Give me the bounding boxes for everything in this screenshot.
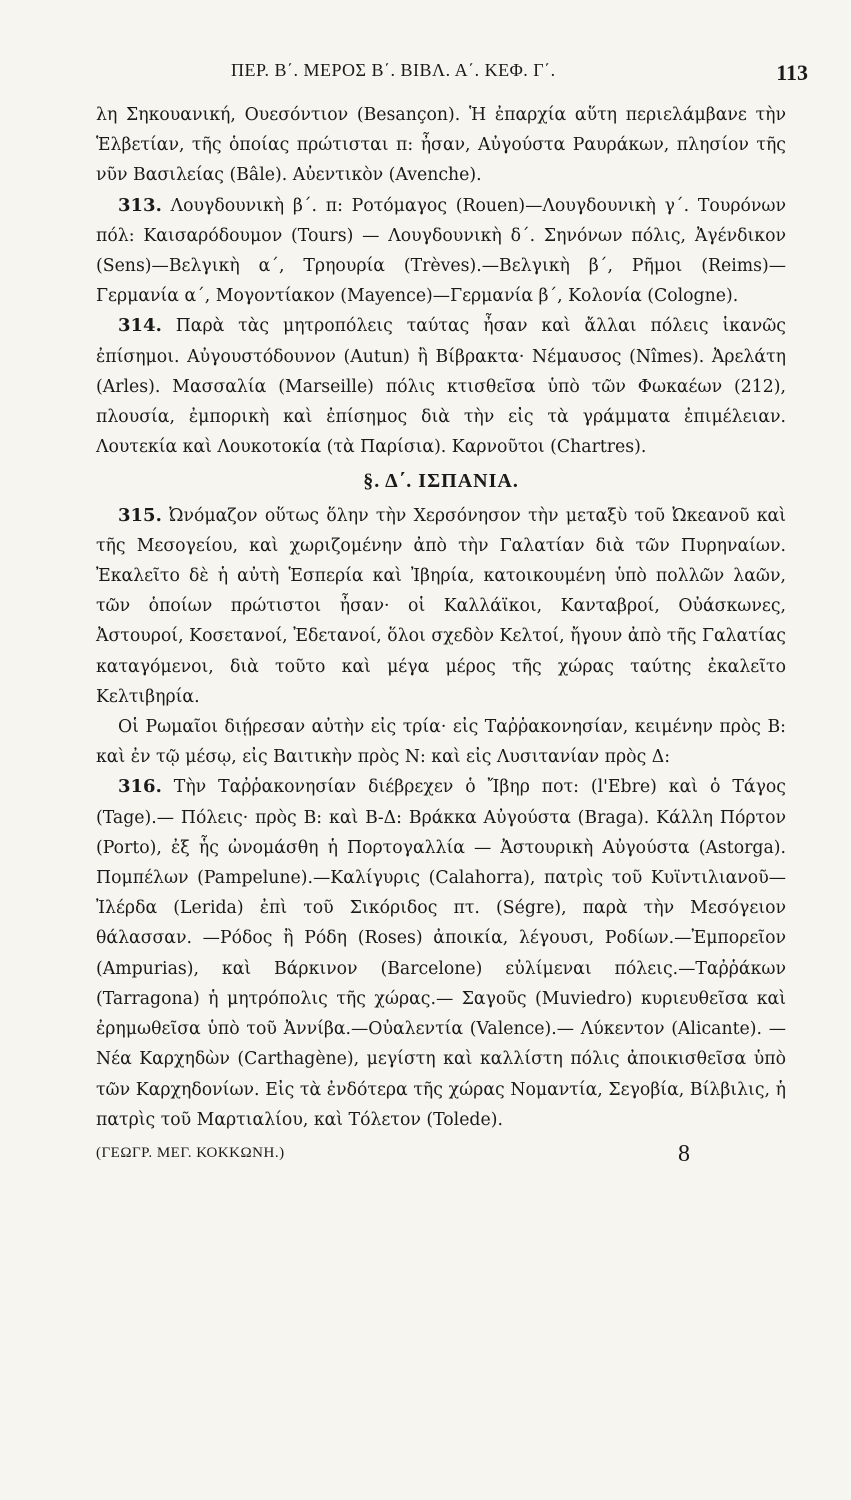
signature-mark: 8	[678, 1140, 690, 1167]
page	[96, 60, 808, 1175]
paragraph	[96, 712, 786, 772]
paragraph-text: Παρὰ τὰς μητροπόλεις ταύτας ἦσαν καὶ ἄλλαι πόλεις ἱκανῶς ἐπίσημοι. Αὐγουστόδουνον (Autun) ἢ Βίβρακτα· Νέμαυσος (Nîmes). Ἀρελάτη (Arles). Μασσαλία (Marseille) πόλις κτισθεῖσα ὑπὸ τῶν Φωκαέων (212), πλουσία, ἐμπορικὴ καὶ ἐπίσημος διὰ τὴν εἰς τὰ γράμματα ἐπιμέλειαν. Λουτεκία καὶ Λουκοτοκία (τὰ Παρίσια). Καρνοῦτοι (Chartres).	[96, 316, 786, 458]
section-number: 314.	[118, 315, 162, 337]
paragraph-text: Ὠνόμαζον οὕτως ὅλην τὴν Χερσόνησον τὴν μεταξὺ τοῦ Ὠκεανοῦ καὶ τῆς Μεσογείου, καὶ χωριζομένην ἀπὸ τὴν Γαλατίαν διὰ τῶν Πυρηναίων. Ἐκαλεῖτο δὲ ἡ αὐτὴ Ἑσπερία καὶ Ἰβηρία, κατοικουμένη ὑπὸ πολλῶν λαῶν, τῶν ὁποίων πρώτιστοι ἦσαν· οἱ Καλλάϊκοι, Κανταβροί, Οὐάσκωνες, Ἀστουροί, Κοσετανοί, Ἐδετανοί, ὅλοι σχεδὸν Κελτοί, ἤγουν ἀπὸ τῆς Γαλατίας καταγόμενοι, διὰ τοῦτο καὶ μέγα μέρος τῆς χώρας ταύτης ἐκαλεῖτο Κελτιβηρία.	[96, 505, 786, 707]
page-footer	[96, 1141, 786, 1175]
paragraph-text: Λουγδουνικὴ β΄. π: Ροτόμαγος (Rouen)—Λουγδουνικὴ γ΄. Τουρόνων πόλ: Καισαρόδουμον (Tours) — Λουγδουνικὴ δ΄. Σηνόνων πόλις, Ἀγένδικον (Sens)—Βελγικὴ α΄, Τρηουρία (Trèves).—Βελγικὴ β΄, Ρῆμοι (Reims)—Γερμανία α΄, Μογοντίακον (Mayence)—Γερμανία β΄, Κολονία (Cologne).	[96, 195, 786, 307]
paragraph-text: Τὴν Ταῤῥακονησίαν διέβρεχεν ὁ Ἴβηρ ποτ: (l'Ebre) καὶ ὁ Τάγος (Tage).— Πόλεις· πρὸς Β: καὶ Β-Δ: Βράκκα Αὐγούστα (Braga). Κάλλη Πόρτον (Porto), ἐξ ἧς ὠνομάσθη ἡ Πορτογαλλία — Ἀστουρικὴ Αὐγούστα (Astorga). Πομπέλων (Pampelune).—Καλίγυρις (Calahorra), πατρὶς τοῦ Κυϊντιλιανοῦ—Ἰλέρδα (Lerida) ἐπὶ τοῦ Σικόριδος πτ. (Ségre), παρὰ τὴν Μεσόγειον θάλασσαν. —Ρόδος ἢ Ρόδη (Roses) ἀποικία, λέγουσι, Ροδίων.—Ἐμπορεῖον (Ampurias), καὶ Βάρκινον (Barcelone) εὐλίμεναι πόλεις.—Ταῤῥάκων (Tarragona) ἡ μητρόπολις τῆς χώρας.— Σαγοῦς (Muviedro) κυριευθεῖσα καὶ ἐρημωθεῖσα ὑπὸ τοῦ Ἀννίβα.—Οὐαλεντία (Valence).— Λύκεντον (Alicante). — Νέα Καρχηδὼν (Carthagène), μεγίστη καὶ καλλίστη πόλις ἀποικισθεῖσα ὑπὸ τῶν Καρχηδονίων. Εἰς τὰ ἐνδότερα τῆς χώρας Νομαντία, Σεγοβία, Βίλβιλις, ἡ πατρὶς τοῦ Μαρτιαλίου, καὶ Τόλετον (Tolede).	[96, 777, 786, 1130]
printer-signature: (ΓΕΩΓΡ. ΜΕΓ. ΚΟΚΚΩΝΗ.)	[96, 1144, 285, 1161]
body-text	[96, 100, 786, 1135]
paragraph	[96, 501, 786, 712]
section-number: 316.	[118, 776, 162, 798]
section-heading: §. Δ΄. ΙΣΠΑΝΙΑ.	[363, 470, 519, 493]
paragraph	[96, 191, 786, 312]
section-number: 315.	[118, 504, 162, 526]
section-number: 313.	[118, 194, 162, 216]
paragraph	[96, 772, 786, 1134]
paragraph	[96, 311, 786, 462]
page-header	[96, 60, 808, 100]
page-number: 113	[776, 60, 808, 85]
paragraph-text: Οἱ Ρωμαῖοι διῄρεσαν αὐτὴν εἰς τρία· εἰς Ταῤῥακονησίαν, κειμένην πρὸς Β: καὶ ἐν τῷ μέσῳ, εἰς Βαιτικὴν πρὸς Ν: καὶ εἰς Λυσιτανίαν πρὸς Δ:	[96, 717, 786, 768]
running-head: ΠΕΡ. Β΄. ΜΕΡΟΣ Β΄. ΒΙΒΛ. Α΄. ΚΕΦ. Γ΄.	[231, 60, 556, 80]
paragraph	[96, 100, 786, 191]
paragraph-text: λη Σηκουανική, Ουεσόντιον (Besançon). Ἡ ἐπαρχία αὕτη περιελάμβανε τὴν Ἑλβετίαν, τῆς ὁποίας πρώτισται π: ἦσαν, Αὐγούστα Ραυράκων, πλησίον τῆς νῦν Βασιλείας (Bâle). Αὐεντικὸν (Avenche).	[96, 105, 786, 186]
